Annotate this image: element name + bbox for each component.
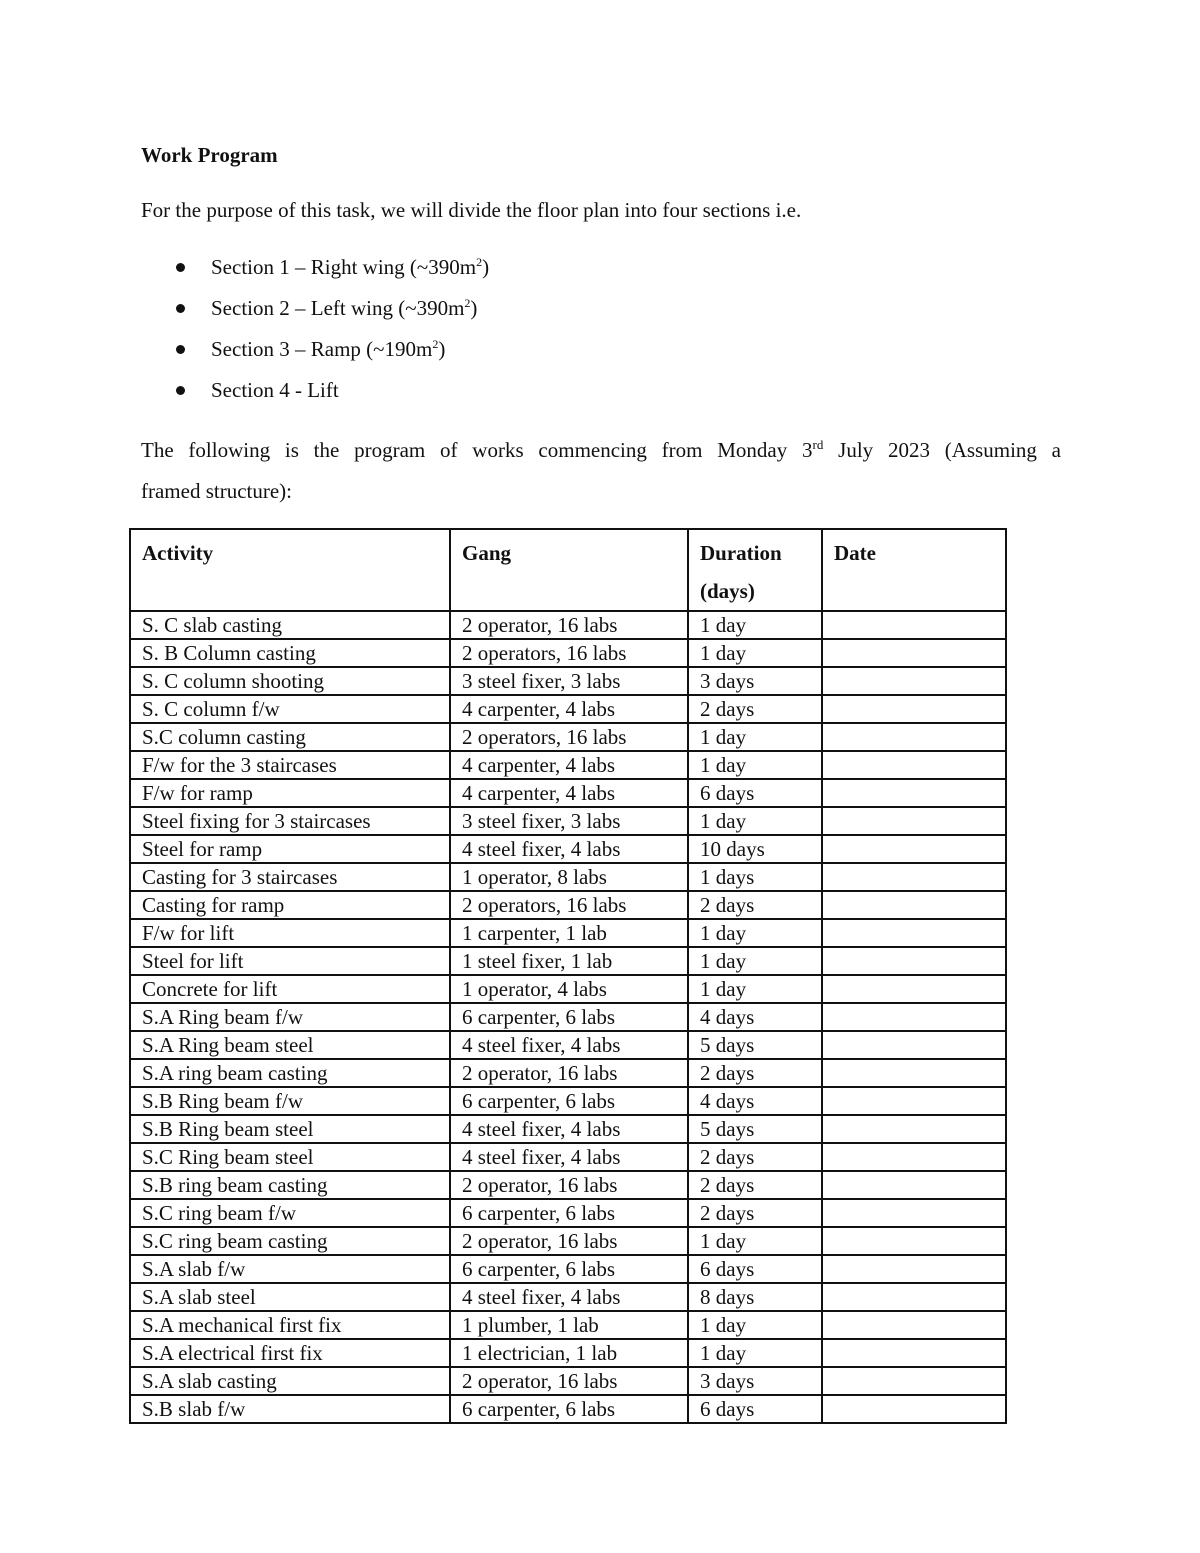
cell-activity: S. C column f/w — [130, 695, 450, 723]
header-gang: Gang — [450, 529, 688, 611]
table-row — [130, 1395, 1006, 1423]
table-row — [130, 835, 1006, 863]
cell-date — [822, 919, 1006, 947]
cell-activity: S.A mechanical first fix — [130, 1311, 450, 1339]
cell-activity: S.C Ring beam steel — [130, 1143, 450, 1171]
cell-duration: 2 days — [688, 1199, 822, 1227]
cell-gang: 2 operator, 16 labs — [450, 1171, 688, 1199]
cell-date — [822, 947, 1006, 975]
program-paragraph — [141, 430, 1061, 512]
cell-activity: Casting for ramp — [130, 891, 450, 919]
table-body — [130, 611, 1006, 1423]
cell-date — [822, 1367, 1006, 1395]
cell-date — [822, 751, 1006, 779]
cell-gang: 1 operator, 4 labs — [450, 975, 688, 1003]
cell-activity: S.C column casting — [130, 723, 450, 751]
cell-date — [822, 835, 1006, 863]
list-item: Section 1 – Right wing $(\sim 390m^2)$ — [141, 252, 489, 293]
cell-activity: F/w for the 3 staircases — [130, 751, 450, 779]
cell-date — [822, 1227, 1006, 1255]
table-row — [130, 975, 1006, 1003]
cell-date — [822, 1087, 1006, 1115]
cell-activity: S.B slab f/w — [130, 1395, 450, 1423]
cell-gang: 4 carpenter, 4 labs — [450, 779, 688, 807]
cell-duration: 3 days — [688, 1367, 822, 1395]
cell-date — [822, 807, 1006, 835]
intro-text: For the purpose of this task, we will divide the floor plan into four sections i.e. — [141, 198, 802, 222]
table-row — [130, 695, 1006, 723]
cell-activity: S.A slab casting — [130, 1367, 450, 1395]
cell-gang: 4 steel fixer, 4 labs — [450, 1115, 688, 1143]
paragraph-line: framed structure): — [141, 479, 293, 503]
table-row — [130, 611, 1006, 639]
cell-gang: 6 carpenter, 6 labs — [450, 1199, 688, 1227]
table-row — [130, 1367, 1006, 1395]
cell-activity: S.C ring beam f/w — [130, 1199, 450, 1227]
table-row — [130, 863, 1006, 891]
cell-gang: 4 carpenter, 4 labs — [450, 751, 688, 779]
table-row — [130, 1115, 1006, 1143]
header-duration: Duration (days) — [688, 529, 822, 611]
cell-activity: S.C ring beam casting — [130, 1227, 450, 1255]
table-row — [130, 1311, 1006, 1339]
cell-duration: 8 days — [688, 1283, 822, 1311]
table-row — [130, 1199, 1006, 1227]
cell-activity: S.A slab steel — [130, 1283, 450, 1311]
cell-date — [822, 975, 1006, 1003]
cell-duration: 1 day — [688, 723, 822, 751]
cell-duration: 1 day — [688, 1311, 822, 1339]
cell-duration: 3 days — [688, 667, 822, 695]
cell-activity: Concrete for lift — [130, 975, 450, 1003]
cell-gang: 1 steel fixer, 1 lab — [450, 947, 688, 975]
cell-duration: 5 days — [688, 1031, 822, 1059]
table-row — [130, 667, 1006, 695]
table-row — [130, 779, 1006, 807]
cell-activity: S.A electrical first fix — [130, 1339, 450, 1367]
table-row — [130, 751, 1006, 779]
list-item: Section 4 - Lift — [141, 375, 489, 416]
table-row — [130, 1171, 1006, 1199]
cell-gang: 6 carpenter, 6 labs — [450, 1003, 688, 1031]
cell-gang: 2 operator, 16 labs — [450, 1227, 688, 1255]
cell-activity: S.B Ring beam f/w — [130, 1087, 450, 1115]
cell-duration: 4 days — [688, 1087, 822, 1115]
cell-duration: 5 days — [688, 1115, 822, 1143]
cell-gang: 2 operators, 16 labs — [450, 723, 688, 751]
cell-date — [822, 1059, 1006, 1087]
cell-date — [822, 667, 1006, 695]
cell-duration: 6 days — [688, 1395, 822, 1423]
cell-gang: 2 operator, 16 labs — [450, 611, 688, 639]
cell-gang: 6 carpenter, 6 labs — [450, 1395, 688, 1423]
cell-date — [822, 723, 1006, 751]
cell-activity: Steel for ramp — [130, 835, 450, 863]
cell-duration: 1 day — [688, 807, 822, 835]
cell-date — [822, 1171, 1006, 1199]
cell-gang: 1 operator, 8 labs — [450, 863, 688, 891]
cell-gang: 4 steel fixer, 4 labs — [450, 835, 688, 863]
cell-activity: S. C slab casting — [130, 611, 450, 639]
cell-duration: 1 day — [688, 639, 822, 667]
cell-date — [822, 1031, 1006, 1059]
cell-activity: S.B ring beam casting — [130, 1171, 450, 1199]
cell-gang: 2 operators, 16 labs — [450, 891, 688, 919]
cell-activity: F/w for ramp — [130, 779, 450, 807]
cell-duration: 1 day — [688, 751, 822, 779]
cell-duration: 1 day — [688, 611, 822, 639]
cell-date — [822, 1395, 1006, 1423]
cell-date — [822, 1115, 1006, 1143]
cell-duration: 2 days — [688, 1059, 822, 1087]
cell-date — [822, 1255, 1006, 1283]
cell-duration: 10 days — [688, 835, 822, 863]
header-date: Date — [822, 529, 1006, 611]
cell-gang: 1 electrician, 1 lab — [450, 1339, 688, 1367]
cell-duration: 1 day — [688, 1339, 822, 1367]
cell-activity: F/w for lift — [130, 919, 450, 947]
list-item: Section 2 – Left wing $(\sim 390m^2)$ — [141, 293, 489, 334]
cell-duration: 6 days — [688, 779, 822, 807]
sections-list — [141, 252, 489, 416]
cell-date — [822, 779, 1006, 807]
table-row — [130, 1227, 1006, 1255]
cell-activity: S.B Ring beam steel — [130, 1115, 450, 1143]
cell-activity: Casting for 3 staircases — [130, 863, 450, 891]
table-row — [130, 807, 1006, 835]
table-row — [130, 891, 1006, 919]
cell-date — [822, 863, 1006, 891]
cell-activity: S.A ring beam casting — [130, 1059, 450, 1087]
table-row — [130, 1283, 1006, 1311]
cell-gang: 2 operator, 16 labs — [450, 1059, 688, 1087]
cell-gang: 2 operators, 16 labs — [450, 639, 688, 667]
table-row — [130, 1339, 1006, 1367]
cell-duration: 1 day — [688, 947, 822, 975]
page-title: Work Program — [141, 143, 278, 167]
table-row — [130, 1003, 1006, 1031]
cell-date — [822, 1199, 1006, 1227]
cell-gang: 4 steel fixer, 4 labs — [450, 1143, 688, 1171]
table-row — [130, 1143, 1006, 1171]
list-item: Section 3 – Ramp $(\sim 190m^2)$ — [141, 334, 489, 375]
table-row — [130, 1255, 1006, 1283]
cell-duration: 1 day — [688, 975, 822, 1003]
cell-date — [822, 611, 1006, 639]
cell-activity: S.A Ring beam f/w — [130, 1003, 450, 1031]
cell-gang: 4 steel fixer, 4 labs — [450, 1031, 688, 1059]
cell-duration: 2 days — [688, 891, 822, 919]
table-row — [130, 947, 1006, 975]
table-row — [130, 1059, 1006, 1087]
cell-gang: 4 carpenter, 4 labs — [450, 695, 688, 723]
paragraph-line: The following is the program of works commencing from Monday 3rd July 2023 (Assuming a — [141, 437, 1061, 462]
cell-duration: 1 day — [688, 919, 822, 947]
cell-duration: 4 days — [688, 1003, 822, 1031]
cell-gang: 3 steel fixer, 3 labs — [450, 667, 688, 695]
cell-activity: Steel for lift — [130, 947, 450, 975]
cell-gang: 2 operator, 16 labs — [450, 1367, 688, 1395]
table-row — [130, 1031, 1006, 1059]
cell-duration: 2 days — [688, 1143, 822, 1171]
cell-gang: 6 carpenter, 6 labs — [450, 1087, 688, 1115]
cell-activity: Steel fixing for 3 staircases — [130, 807, 450, 835]
table-row — [130, 639, 1006, 667]
cell-gang: 6 carpenter, 6 labs — [450, 1255, 688, 1283]
header-activity: Activity — [130, 529, 450, 611]
cell-duration: 6 days — [688, 1255, 822, 1283]
cell-date — [822, 1003, 1006, 1031]
cell-gang: 3 steel fixer, 3 labs — [450, 807, 688, 835]
cell-date — [822, 1339, 1006, 1367]
cell-gang: 1 plumber, 1 lab — [450, 1311, 688, 1339]
table-row — [130, 919, 1006, 947]
cell-gang: 4 steel fixer, 4 labs — [450, 1283, 688, 1311]
cell-duration: 2 days — [688, 1171, 822, 1199]
cell-activity: S.A slab f/w — [130, 1255, 450, 1283]
cell-activity: S.A Ring beam steel — [130, 1031, 450, 1059]
table-row — [130, 723, 1006, 751]
cell-date — [822, 1311, 1006, 1339]
table-header-row — [130, 529, 1006, 611]
table-row — [130, 1087, 1006, 1115]
cell-activity: S. B Column casting — [130, 639, 450, 667]
cell-gang: 1 carpenter, 1 lab — [450, 919, 688, 947]
cell-date — [822, 1143, 1006, 1171]
work-program-table — [129, 528, 1007, 1424]
cell-duration: 1 days — [688, 863, 822, 891]
cell-date — [822, 695, 1006, 723]
cell-duration: 2 days — [688, 695, 822, 723]
cell-duration: 1 day — [688, 1227, 822, 1255]
cell-date — [822, 891, 1006, 919]
cell-date — [822, 639, 1006, 667]
cell-date — [822, 1283, 1006, 1311]
cell-activity: S. C column shooting — [130, 667, 450, 695]
